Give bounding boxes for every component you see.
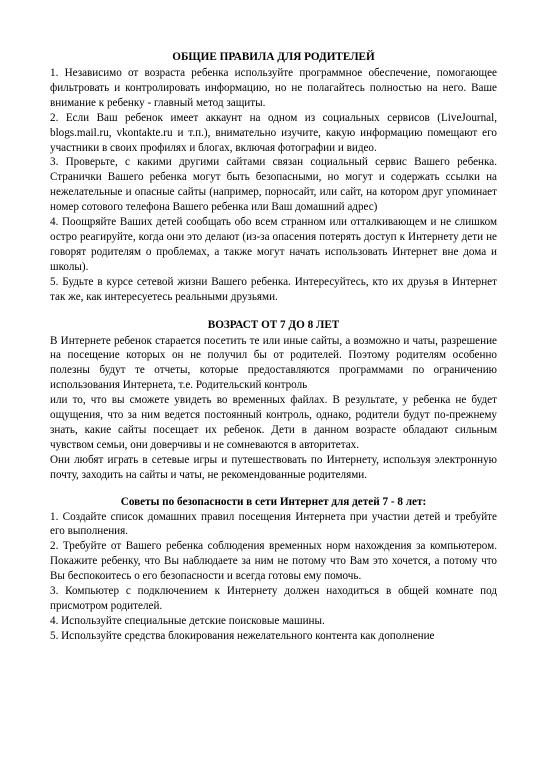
section-title-safety-tips: Советы по безопасности в сети Интернет для детей 7 - 8 лет:	[120, 495, 427, 508]
age-paragraph-2: или то, что вы сможете увидеть во временных файлах. В результате, у ребенка не будет ощущения, что за ним ведется постоянный контроль, однако, родители будут по-прежнему знать, какие сайты посещает их ребенок. Дети в данном возрасте обладают сильным чувством семьи, они доверчивы и не сомневаются в авторитетах.	[50, 394, 497, 451]
age-paragraph-3: Они любят играть в сетевые игры и путешествовать по Интернету, используя электронную почту, заходить на сайты и чаты, не рекомендованные родителями.	[50, 453, 497, 481]
tip-paragraph-2: 2. Требуйте от Вашего ребенка соблюдения временных норм нахождения за компьютером. Покажите ребенку, что Вы наблюдаете за ним не потому что Вам это хочется, а потому что Вы беспокоитесь о его безопасности и всегда готовы ему помочь.	[50, 540, 497, 583]
tip-paragraph-4: 4. Используйте специальные детские поисковые машины.	[50, 614, 325, 627]
rule-paragraph-5: 5. Будьте в курсе сетевой жизни Вашего ребенка. Интересуйтесь, кто их друзья в Интернет так же, как интересуетесь реальными друзьями.	[50, 275, 497, 303]
section-title-general-rules: ОБЩИЕ ПРАВИЛА ДЛЯ РОДИТЕЛЕЙ	[172, 51, 375, 63]
section-title-age-7-8: ВОЗРАСТ ОТ 7 ДО 8 ЛЕТ	[207, 318, 340, 331]
tip-paragraph-1: 1. Создайте список домашних правил посещения Интернета при участии детей и требуйте его выполнения.	[50, 510, 497, 538]
age-paragraph-1: В Интернете ребенок старается посетить те или иные сайты, а возможно и чаты, разрешение на посещение которых он не получил бы от родителей. Поэтому родителям особенно полезны будут те отчеты, которые предоставляются программами по ограничению использования Интернета, т.е. Родительский контроль	[50, 334, 497, 392]
tip-paragraph-5: 5. Используйте средства блокирования нежелательного контента как дополнение	[50, 629, 435, 642]
rule-paragraph-1: 1. Независимо от возраста ребенка используйте программное обеспечение, помогающее фильтровать и контролировать информацию, но не полагайтесь полностью на него. Ваше внимание к ребенку - главный метод защиты.	[50, 67, 497, 109]
tip-paragraph-3: 3. Компьютер с подключением к Интернету должен находиться в общей комнате под присмотром родителей.	[50, 585, 497, 612]
rule-paragraph-3: 3. Проверьте, с какими другими сайтами связан социальный сервис Вашего ребенка. Странички Вашего ребенка могут быть безопасными, но могут и содержать ссылки на нежелательные и опасные сайты (например, порносайт, или сайт, на котором друг упоминает номер сотового телефона Вашего ребенка или Ваш домашний адрес)	[50, 156, 497, 214]
rule-paragraph-2: 2. Если Ваш ребенок имеет аккаунт на одном из социальных сервисов (LiveJournal, blogs.mail.ru, vkontakte.ru и т.п.), внимательно изучите, какую информацию помещают его участники в своих профилях и блогах, включая фотографии и видео.	[50, 111, 497, 154]
document-page	[50, 50, 497, 644]
rule-paragraph-4: 4. Поощряйте Ваших детей сообщать обо всем странном или отталкивающем и не слишком остро реагируйте, когда они это делают (из-за опасения потерять доступ к Интернету дети не говорят родителям о проблемах, а также могут начать использовать Интернет вне дома и школы).	[50, 216, 497, 273]
